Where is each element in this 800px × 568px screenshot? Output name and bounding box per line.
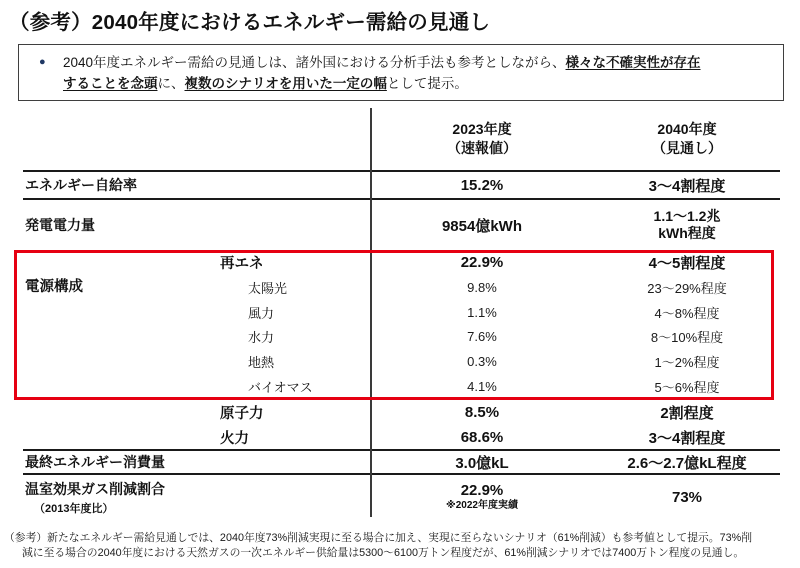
summary-text <box>63 52 701 94</box>
summary-line-1 <box>63 52 701 73</box>
value-2023: 3.0億kL <box>455 454 509 472</box>
summary-text-normal: として提示。 <box>386 76 468 91</box>
row-label: 最終エネルギー消費量 <box>25 454 165 470</box>
row-wind <box>23 300 780 324</box>
value-2040 <box>594 208 780 243</box>
value-2023: 8.5% <box>464 403 500 421</box>
column-header-2023 <box>370 120 594 158</box>
row-thermal <box>23 425 780 451</box>
ghg-label-main: 温室効果ガス削減割合 <box>25 480 165 497</box>
row-label: 原子力 <box>220 405 264 422</box>
value-2040: 73% <box>671 488 703 506</box>
footnote-line-2: 減に至る場合の2040年度における天然ガスの一次エネルギー供給量は5300～6100万トン程度だが、61%削減シナリオでは7400万トン程度の見通し。 <box>22 547 745 559</box>
value-2040: 2割程度 <box>660 404 714 422</box>
page-title: （参考）2040年度におけるエネルギー需給の見通し <box>9 11 491 34</box>
row-label: バイオマス <box>248 380 313 396</box>
bullet-icon: ● <box>39 56 46 68</box>
row-label <box>23 479 370 516</box>
row-generated-electricity <box>23 200 780 250</box>
row-renewables <box>23 250 780 274</box>
value-2023: 7.6% <box>467 329 497 345</box>
row-label: 火力 <box>220 430 249 447</box>
row-label-power-mix: 電源構成 <box>25 279 83 295</box>
row-label: 地熱 <box>248 355 275 371</box>
row-label: 太陽光 <box>248 280 288 296</box>
summary-text-emphasis: 様々な不確実性が存在 <box>565 55 701 70</box>
column-header-2040 <box>594 120 780 158</box>
table-header-row <box>23 108 780 172</box>
ghg-value-2023-note: ※2022年度実績 <box>446 499 518 511</box>
row-solar <box>23 275 780 299</box>
column-header-2023-note: （速報値） <box>447 140 517 156</box>
row-label: 水力 <box>248 330 275 346</box>
row-final-energy-consumption <box>23 451 780 475</box>
ghg-label-basis: （2013年度比） <box>34 502 114 515</box>
row-hydro <box>23 325 780 349</box>
summary-text-emphasis: 複数のシナリオを用いた一定の幅 <box>184 76 387 91</box>
value-2040: 8～10%程度 <box>650 330 724 346</box>
value-2040: 4～5割程度 <box>648 254 726 272</box>
row-label: エネルギー自給率 <box>25 177 137 193</box>
row-label: 風力 <box>248 305 275 321</box>
value-2023: 9854億kWh <box>441 217 523 235</box>
summary-text-normal: 2040年度エネルギー需給の見通しは、諸外国における分析手法も参考としながら、 <box>63 55 566 70</box>
footnote <box>4 531 798 561</box>
row-energy-self-sufficiency <box>23 172 780 200</box>
value-2040: 1～2%程度 <box>654 355 720 371</box>
energy-outlook-table <box>23 108 780 519</box>
value-2023: 9.8% <box>467 279 497 295</box>
value-2040-line1: 1.1～1.2兆 <box>653 207 721 224</box>
value-2023: 1.1% <box>467 304 497 320</box>
row-nuclear <box>23 399 780 425</box>
value-2040: 3～4割程度 <box>648 429 726 447</box>
row-ghg-reduction <box>23 475 780 519</box>
value-2040: 2.6～2.7億kL程度 <box>627 454 747 472</box>
row-geothermal <box>23 350 780 374</box>
column-header-2023-year: 2023年度 <box>452 121 512 138</box>
value-2023: 68.6% <box>460 428 504 446</box>
value-2023: 0.3% <box>467 354 497 370</box>
summary-text-normal: に、 <box>157 76 185 91</box>
value-2023 <box>370 482 594 511</box>
column-header-2040-year: 2040年度 <box>657 121 717 138</box>
summary-text-emphasis: することを念頭 <box>63 76 158 91</box>
value-2023: 15.2% <box>460 176 504 194</box>
column-header-2040-note: （見通し） <box>652 140 722 156</box>
value-2040: 3～4割程度 <box>648 177 726 195</box>
row-label: 再エネ <box>220 255 264 272</box>
value-2040: 4～8%程度 <box>654 305 720 321</box>
summary-box <box>18 44 784 101</box>
power-mix-section <box>23 250 780 399</box>
summary-line-2 <box>63 73 701 94</box>
value-2040-line2: kWh程度 <box>658 225 716 241</box>
row-label: 発電電力量 <box>25 217 95 233</box>
value-2023: 4.1% <box>467 379 497 395</box>
value-2040: 5～6%程度 <box>654 380 720 396</box>
footnote-line-1: （参考）新たなエネルギー需給見通しでは、2040年度73%削減実現に至る場合に加え、実現に至らないシナリオ（61%削減）も参考値として提示。73%削 <box>4 532 752 544</box>
row-biomass <box>23 375 780 399</box>
value-2040: 23～29%程度 <box>647 280 727 296</box>
ghg-value-2023: 22.9% <box>460 482 504 500</box>
value-2023: 22.9% <box>460 253 504 271</box>
